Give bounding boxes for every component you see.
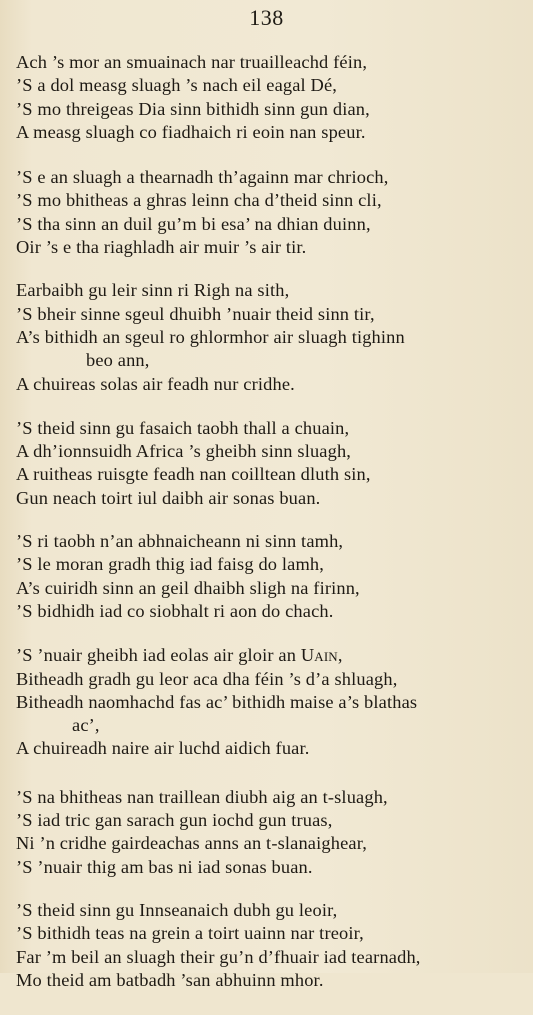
poem-line: Far ’m beil an sluagh their gu’n d’fhuair iad tearnadh, <box>16 946 421 967</box>
poem-line-continuation: ac’, <box>72 715 100 736</box>
poem-line: ’S theid sinn gu fasaich taobh thall a chuain, <box>16 417 350 438</box>
poem-body <box>16 51 525 1015</box>
poem-line: ’S na bhitheas nan traillean diubh aig an t-sluagh, <box>16 786 388 807</box>
poem-line: ’S tha sinn an duil gu’m bi esa’ na dhian duinn, <box>16 213 371 234</box>
poem-line-continuation: beo ann, <box>86 350 150 371</box>
poem-line: A chuireadh naire air luchd aidich fuar. <box>16 738 310 759</box>
stanza-1 <box>16 51 525 144</box>
poem-line: A’s bithidh an sgeul ro ghlormhor air sluagh tighinn <box>16 326 405 347</box>
poem-line: ’S le moran gradh thig iad faisg do lamh, <box>16 554 324 575</box>
poem-line <box>16 644 525 667</box>
poem-line: ’S iad tric gan sarach gun iochd gun truas, <box>16 810 333 831</box>
poem-line: ’S e an sluagh a thearnadh th’againn mar chrioch, <box>16 167 389 188</box>
poem-line: A measg sluagh co fiadhaich ri eoin nan speur. <box>16 121 366 142</box>
poem-line: Mo theid am batbadh ’san abhuinn mhor. <box>16 969 324 990</box>
poem-line: ’S a dol measg sluagh ’s nach eil eagal Dé, <box>16 75 338 96</box>
page-number: 138 <box>249 5 284 30</box>
stanza-5 <box>16 530 525 623</box>
poem-line: Bitheadh naomhachd fas ac’ bithidh maise a’s blathas <box>16 691 418 712</box>
poem-line: ’S ’nuair thig am bas ni iad sonas buan. <box>16 856 313 877</box>
poem-line-text: ’S ’nuair gheibh iad eolas air gloir an <box>16 645 301 666</box>
poem-line: ’S bheir sinne sgeul dhuibh ’nuair theid sinn tir, <box>16 303 375 324</box>
poem-line: A’s cuiridh sinn an geil dhaibh sligh na firinn, <box>16 577 360 598</box>
poem-line: Earbaibh gu leir sinn ri Righ na sith, <box>16 280 290 301</box>
poem-line: ’S bithidh teas na grein a toirt uainn nar treoir, <box>16 923 364 944</box>
poem-line: Gun neach toirt iul daibh air sonas buan. <box>16 487 321 508</box>
poem-line: A chuireas solas air feadh nur cridhe. <box>16 373 295 394</box>
poem-line: Oir ’s e tha riaghladh air muir ’s air tir. <box>16 237 307 258</box>
stanza-7 <box>16 786 525 879</box>
poem-line: Ni ’n cridhe gairdeachas anns an t-slanaighear, <box>16 833 367 854</box>
poem-line: A ruitheas ruisgte feadh nan coilltean dluth sin, <box>16 464 371 485</box>
poem-line: ’S mo threigeas Dia sinn bithidh sinn gun dian, <box>16 98 370 119</box>
poem-line: ’S ri taobh n’an abhnaicheann ni sinn tamh, <box>16 531 344 552</box>
stanza-3 <box>16 279 525 395</box>
poem-line: ’S theid sinn gu Innseanaich dubh gu leoir, <box>16 899 338 920</box>
stanza-2 <box>16 166 525 259</box>
poem-line: ’S mo bhitheas a ghras leinn cha d’theid sinn cli, <box>16 190 382 211</box>
small-caps-word: Uain, <box>300 645 343 666</box>
poem-line: Ach ’s mor an smuainach nar truailleachd féin, <box>16 52 368 72</box>
poem-line: A dh’ionnsuidh Africa ’s gheibh sinn sluagh, <box>16 441 352 462</box>
poem-line: ’S bidhidh iad co siobhalt ri aon do chach. <box>16 600 334 621</box>
stanza-6 <box>16 644 525 760</box>
stanza-4 <box>16 417 525 510</box>
stanza-8 <box>16 899 525 992</box>
poem-line: Bitheadh gradh gu leor aca dha féin ’s d’a shluagh, <box>16 668 398 689</box>
